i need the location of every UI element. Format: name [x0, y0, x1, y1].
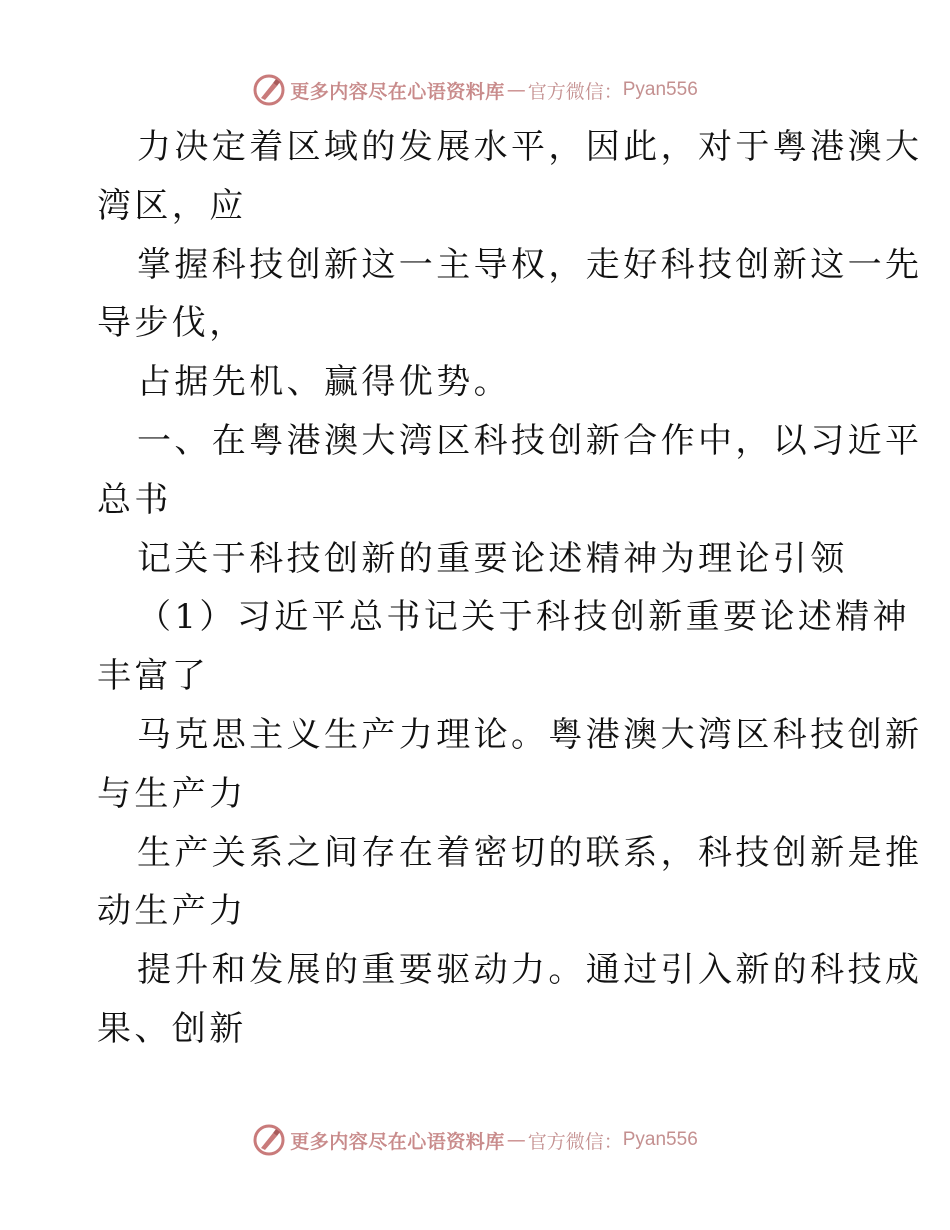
watermark-wechat-label: 官方微信：	[527, 1130, 623, 1153]
section-heading-line: 一、在粤港澳大湾区科技创新合作中，以习近平	[137, 420, 923, 461]
header-watermark	[0, 70, 950, 110]
pen-logo-icon	[252, 73, 286, 107]
text-line: 果、创新	[97, 1008, 247, 1049]
watermark-main-text: 更多内容尽在心语资料库	[290, 1130, 505, 1153]
section-heading-line: 记关于科技创新的重要论述精神为理论引领	[137, 538, 848, 579]
watermark-wechat-label: 官方微信：	[527, 80, 623, 103]
text-line: 马克思主义生产力理论。粤港澳大湾区科技创新	[137, 714, 923, 755]
watermark-main-text: 更多内容尽在心语资料库	[290, 80, 505, 103]
watermark-dash: —	[506, 79, 526, 101]
text-line: 力决定着区域的发展水平，因此，对于粤港澳大	[137, 127, 923, 167]
text-line: 动生产力	[97, 891, 247, 932]
text-line: 掌握科技创新这一主导权，走好科技创新这一先	[137, 244, 923, 285]
watermark-wechat-id: Pyan556	[622, 79, 698, 100]
section-heading-line: 总书	[97, 479, 172, 520]
text-line: 占据先机、赢得优势。	[137, 362, 511, 403]
watermark-wechat-id: Pyan556	[622, 1129, 698, 1150]
text-line: 丰富了	[97, 656, 210, 697]
text-line: 生产关系之间存在着密切的联系，科技创新是推	[137, 832, 923, 873]
document-body	[97, 118, 923, 1059]
pen-logo-icon	[252, 1123, 286, 1157]
footer-watermark	[0, 1120, 950, 1160]
text-line: 湾区，应	[97, 185, 247, 226]
watermark-dash: —	[506, 1129, 526, 1151]
text-line: 与生产力	[97, 773, 247, 814]
text-line: 导步伐，	[97, 303, 247, 344]
text-line: （1）习近平总书记关于科技创新重要论述精神	[137, 597, 911, 638]
text-line: 提升和发展的重要驱动力。通过引入新的科技成	[137, 950, 923, 991]
